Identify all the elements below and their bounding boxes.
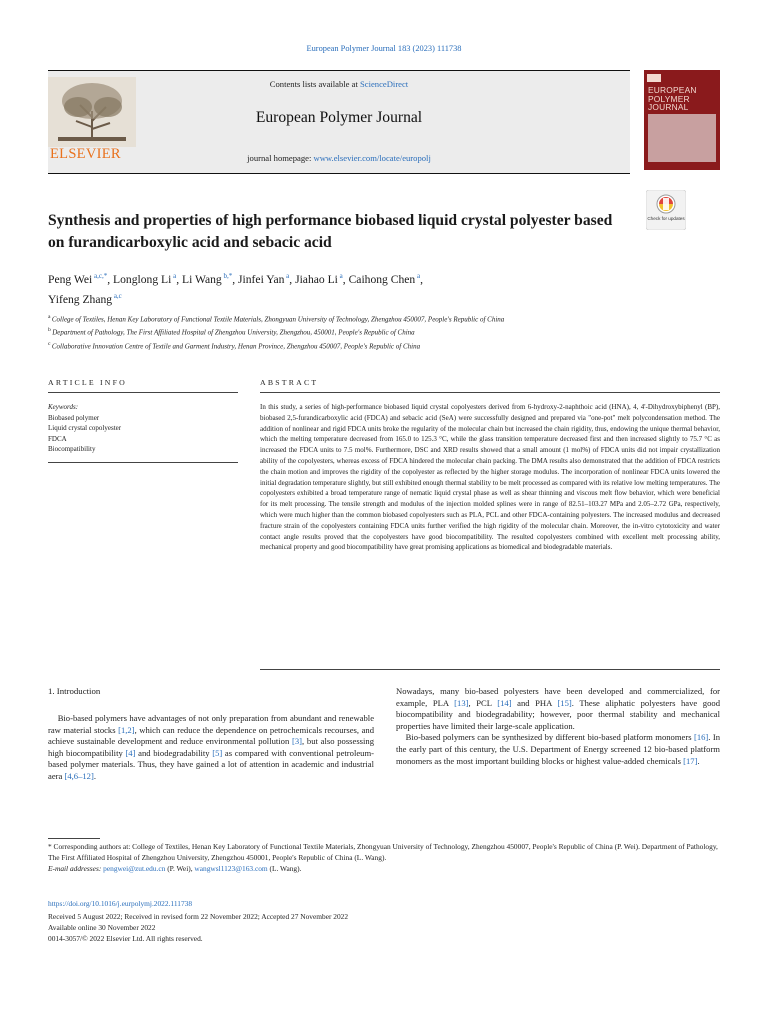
citation-link[interactable]: [15]: [557, 697, 572, 708]
contents-prefix: Contents lists available at: [269, 79, 360, 89]
article-title: Synthesis and properties of high performance biobased liquid crystal polyester based on furandicarboxylic acid and sebacic acid: [48, 212, 613, 251]
author-affiliation-marker[interactable]: a: [415, 272, 421, 280]
paragraph-text: as compared with conventional petroleum-based polymer materials. Thus, they have gained a lot of attention in academic and industrial aera: [48, 747, 377, 781]
email-line: [48, 863, 720, 874]
paragraph-text: and biodegradability: [135, 747, 213, 758]
received-dates: Received 5 August 2022; Received in revised form 22 November 2022; Accepted 27 November 2022: [48, 912, 349, 921]
journal-citation-link[interactable]: European Polymer Journal 183 (2023) 111738: [306, 44, 462, 53]
citation-link[interactable]: [16]: [693, 732, 709, 743]
paragraph-text: . These aliphatic polyesters have good biocompatibility and biodegradability; however, poor thermal stability and mechanical properties have limited their large-scale application.: [396, 697, 723, 731]
keyword-item[interactable]: Biocompatibility: [48, 445, 96, 454]
paragraph-text: , which can reduce the dependence on petrochemicals recourses, and achieve sustainable development and reduce environmental pollution: [48, 724, 377, 747]
keywords-block: [48, 402, 238, 455]
paragraph-text: , PCL: [468, 697, 498, 708]
introduction-paragraph-1: [48, 713, 377, 783]
journal-homepage-line: [48, 153, 630, 163]
paragraph-text: Bio-based polymers can be synthesized by different bio-based platform monomers: [396, 732, 694, 743]
crossmark-icon: [646, 190, 686, 230]
email-owner-wei: (P. Wei),: [165, 864, 195, 873]
author-separator: ,: [232, 272, 239, 286]
citation-link[interactable]: [4]: [125, 747, 136, 758]
abstract-heading: ABSTRACT: [260, 378, 319, 387]
paragraph-text: Nowadays, many bio-based polyesters have been developed and commercialized, for example, PLA: [396, 686, 723, 708]
author-separator: ,: [176, 272, 182, 286]
publication-history: [48, 911, 728, 944]
cover-title: EUROPEAN POLYMER JOURNAL: [648, 85, 697, 113]
copyright-line: 0014-3057/© 2022 Elsevier Ltd. All rights reserved.: [48, 934, 203, 943]
author-list: [48, 268, 668, 308]
paragraph-text: Bio-based polymers have advantages of not only preparation from abundant and renewable raw material stocks: [48, 713, 377, 735]
introduction-paragraph-3: [396, 732, 723, 767]
affiliation-text: Department of Pathology, The First Affiliated Hospital of Zhengzhou University, Zhengzhou, 450001, People's Republic of China: [52, 328, 415, 337]
author-separator: ,: [342, 272, 349, 286]
affiliation-item: [48, 312, 728, 325]
email-link-wei[interactable]: pengwei@zut.edu.cn: [103, 864, 166, 873]
affiliation-item: [48, 339, 728, 352]
homepage-prefix: journal homepage:: [247, 153, 314, 163]
author-name[interactable]: Jiahao Li: [295, 272, 338, 286]
corresponding-author-footnote: [48, 841, 720, 874]
journal-cover-thumbnail[interactable]: [644, 70, 720, 170]
email-owner-wang: (L. Wang).: [267, 864, 302, 873]
crossmark-label: Check for updates: [647, 216, 685, 221]
affiliation-text: College of Textiles, Henan Key Laboratory of Functional Textile Materials, Zhongyuan University of Technology, Zhengzhou 450007, People's Republic of China: [51, 315, 505, 324]
citation-link[interactable]: [14]: [497, 697, 512, 708]
author-name[interactable]: Yifeng Zhang: [48, 292, 113, 306]
abstract-text: In this study, a series of high-performance biobased liquid crystal copolyesters derived from 6-hydroxy-2-naphthoic acid (HNA), 4, 4'-Dihydroxybiphenyl (BP), biobased 2,5-furandicarboxylic acid (FDCA) and sebacic acid (SeA) were successfully designed and prepared via "one-pot" melt polycondensation method. The addition of nonlinear and rigid FDCA units broke the regularity of the molecular chain but increased the chain rigidity, thus, endowing the unique thermal behavior, which the melting temperature decreased from 165.0 to 125.3 °C, while the glass transition temperature decreased first and then increased slightly to 75.7 °C as increased the FDCA units to 7.5 mol%. Furthermore, DSC and XRD results showed that a small amount (1 mol%) of FDCA units did not impair crystallization ability of the copolyesters, whereas excess of FDCA hindered the molecular chain packing. The DMA results also demonstrated that the addition of FDCA restricts the chain motion and improves the rigidity of the copolyester as reflected by the higher storage modulus. The incorporation of nonlinear FDCA units lowered the initial degradation temperature slightly, but still exhibited enough thermal stability to be melt processed as compared with its relative low melting temperatures. The copolyesters exhibited a broad temperature range of nematic liquid crystal phase as well as shear thinning and viscous melt flow behavior, which were beneficial for its melt processing. The tensile strength and modulus of the injection molded splines were in range of 82.51–103.27 MPa and 2.05–2.72 GPa, respectively, which were much higher than the common biobased copolyesters such as PLA, PCL and other FDCA-containing polyesters. The increased modulus and decreased fracture strain of the copolyesters containing FDCA units further verified the high rigidity of the molecular chain. Moreover, the in-vitro cytotoxicity and water contact angle results proved that the copolyesters have good biocompatibility. The resulted copolyesters combined with excellent melt processing ability, mechanical property and good biocompatibility have great promising applications as biomedical and biodegradable materials.: [260, 403, 720, 552]
introduction-heading: 1. Introduction: [48, 686, 101, 696]
author-affiliation-marker[interactable]: a: [337, 272, 343, 280]
author-name[interactable]: Caihong Chen: [348, 272, 416, 286]
keyword-item[interactable]: Liquid crystal copolyester: [48, 424, 122, 433]
author-affiliation-marker[interactable]: a: [171, 272, 177, 280]
author-separator: ,: [107, 272, 114, 286]
keyword-item[interactable]: FDCA: [48, 434, 67, 443]
introduction-column-2: [396, 686, 723, 767]
email-label: E-mail addresses:: [48, 864, 104, 873]
email-link-wang[interactable]: wangwsl1123@163.com: [194, 864, 268, 873]
available-online: Available online 30 November 2022: [48, 923, 156, 932]
affiliation-list: [48, 312, 728, 352]
keyword-item[interactable]: Biobased polymer: [48, 413, 100, 422]
keywords-label: Keywords:: [48, 403, 79, 411]
author-name[interactable]: Jinfei Yan: [238, 272, 285, 286]
paragraph-text: , but also possessing high biocompatibility: [48, 736, 377, 758]
paragraph-text: .: [93, 770, 96, 781]
affiliation-item: [48, 325, 728, 338]
affiliation-marker: c: [48, 340, 52, 347]
author-affiliation-marker[interactable]: a,c,*: [92, 272, 108, 280]
citation-link[interactable]: [4,6–12]: [64, 770, 94, 781]
author-affiliation-marker[interactable]: b,*: [221, 272, 233, 280]
journal-homepage-link[interactable]: www.elsevier.com/locate/europolj: [313, 153, 431, 163]
article-info-heading: ARTICLE INFO: [48, 378, 127, 387]
abstract-rule: [260, 392, 720, 393]
paragraph-text: and PHA: [511, 697, 558, 708]
affiliation-marker: b: [48, 327, 53, 334]
paragraph-text: . In the early part of this century, the U.S. Department of Energy screened 12 bio-based platform monomers as the most important building blocks or highest value-added chemicals: [396, 732, 723, 766]
journal-title: European Polymer Journal: [255, 109, 423, 126]
sciencedirect-link[interactable]: ScienceDirect: [360, 79, 409, 89]
citation-link[interactable]: [5]: [212, 747, 223, 758]
citation-link[interactable]: [13]: [454, 697, 469, 708]
author-name[interactable]: Li Wang: [181, 272, 222, 286]
author-name[interactable]: Peng Wei: [48, 272, 93, 286]
author-separator: ,: [420, 272, 426, 286]
citation-link[interactable]: [3]: [292, 736, 303, 747]
article-info-rule: [48, 392, 238, 393]
keywords-bottom-rule: [48, 462, 238, 463]
doi-link[interactable]: https://doi.org/10.1016/j.eurpolymj.2022.111738: [48, 899, 193, 908]
cover-artwork: [648, 114, 716, 162]
author-name[interactable]: Longlong Li: [113, 272, 172, 286]
author-affiliation-marker[interactable]: a: [284, 272, 290, 280]
journal-masthead: [48, 70, 630, 174]
author-affiliation-marker[interactable]: a,c: [112, 291, 122, 300]
citation-link[interactable]: [17]: [683, 755, 698, 766]
citation-link[interactable]: [1,2]: [118, 724, 135, 735]
contents-line: [48, 79, 630, 89]
elsevier-wordmark: ELSEVIER: [50, 146, 121, 162]
affiliation-text: Collaborative Innovation Centre of Textile and Garment Industry, Henan Province, Zhengzhou 450007, People's Republic of China: [51, 341, 421, 350]
paragraph-text: .: [697, 755, 700, 766]
footnote-rule: [48, 838, 100, 839]
check-for-updates-badge[interactable]: [646, 190, 686, 230]
corresponding-author-note: * Corresponding authors at: College of Textiles, Henan Key Laboratory of Functional Textile Materials, Zhongyuan University of Technology, Zhengzhou 450007, People's Republic of China (P. Wei). Department of Pathology, The First Affiliated Hospital of Zhengzhou University, Zhengzhou 450001, People's Republic of China (L. Wang).: [48, 842, 718, 862]
affiliation-marker: a: [48, 314, 52, 320]
cover-logo-mark: [647, 74, 661, 82]
abstract-bottom-rule: [260, 669, 720, 670]
introduction-paragraph-2: [396, 686, 723, 732]
author-separator: ,: [289, 272, 296, 286]
